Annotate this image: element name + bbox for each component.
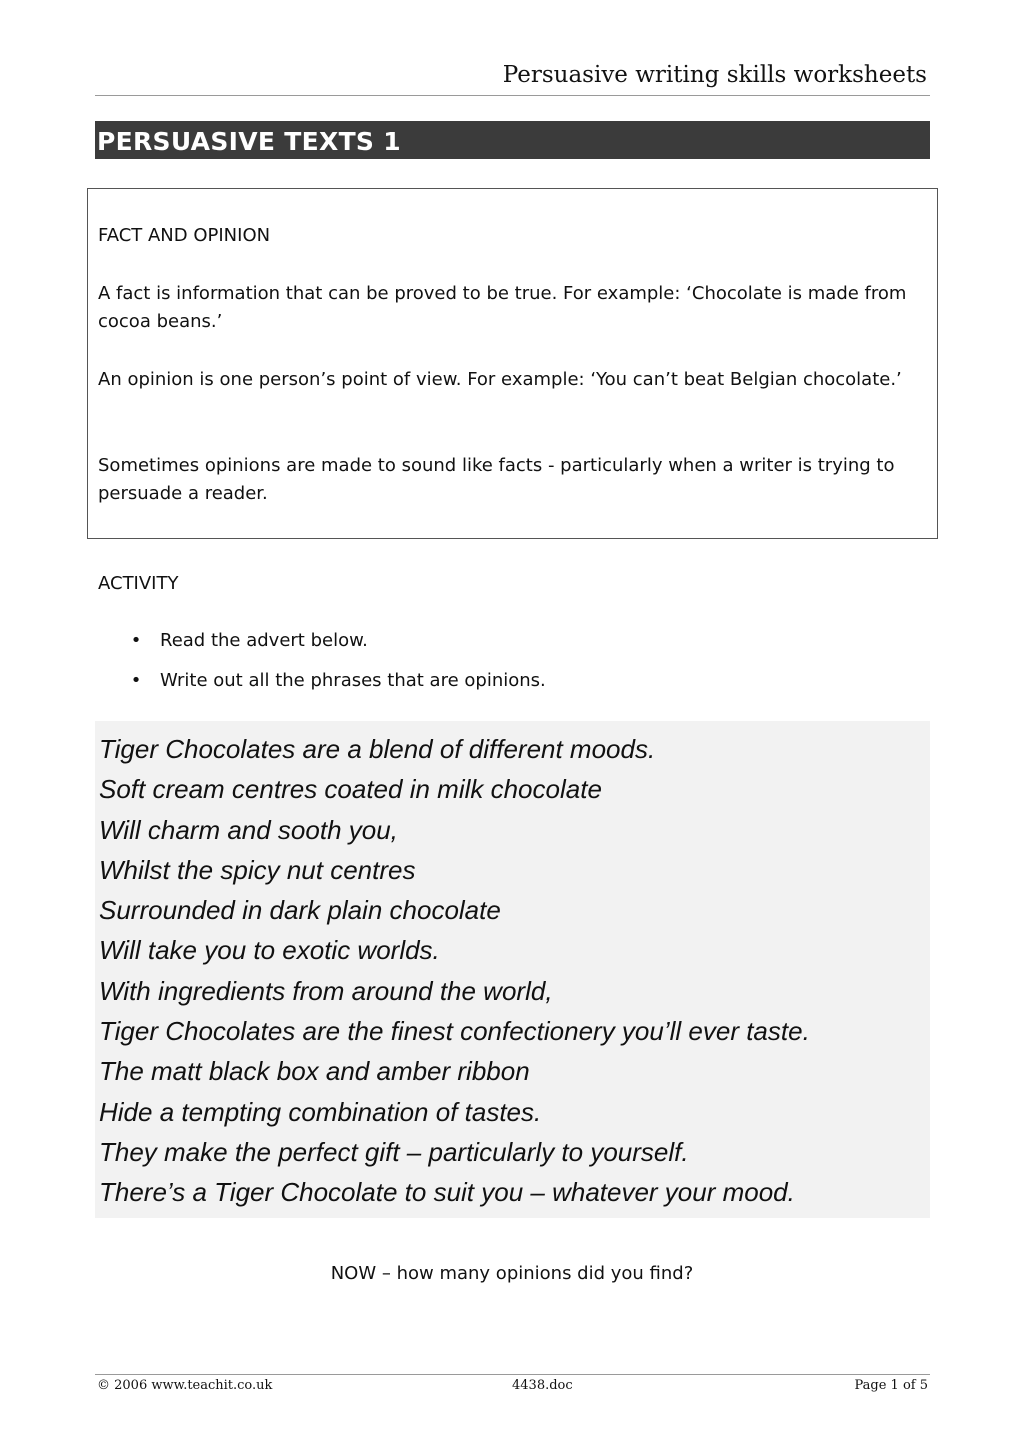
opinion-definition: An opinion is one person’s point of view. For example: ‘You can’t beat Belgian chocolate.’ [98,369,902,390]
advert-line: Whilst the spicy nut centres [99,854,416,885]
bullet-icon: • [130,670,142,691]
footer-copyright: © 2006 www.teachit.co.uk [97,1378,273,1393]
advert-text [99,729,810,1213]
header-divider [95,95,930,96]
fact-opinion-heading: FACT AND OPINION [98,225,271,246]
activity-instructions [130,627,546,707]
instruction-text: Read the advert below. [160,630,368,651]
fact-definition: A fact is information that can be proved to be true. For example: ‘Chocolate is made from cocoa beans.’ [98,283,907,332]
list-item [130,627,546,667]
advert-line: Will take you to exotic worlds. [99,935,440,966]
advert-line: With ingredients from around the world, [99,975,553,1006]
advert-line: Tiger Chocolates are the finest confectionery you’ll ever taste. [99,1016,810,1047]
advert-line: There’s a Tiger Chocolate to suit you – whatever your mood. [99,1177,795,1208]
instruction-text: Write out all the phrases that are opinions. [160,670,546,691]
advert-line: Hide a tempting combination of tastes. [99,1096,542,1127]
advert-line: The matt black box and amber ribbon [99,1056,530,1087]
page-title: PERSUASIVE TEXTS 1 [95,121,930,159]
activity-heading: ACTIVITY [98,573,179,594]
advert-line: Will charm and sooth you, [99,814,398,845]
worksheet-series-title: Persuasive writing skills worksheets [502,62,927,88]
advert-line: They make the perfect gift – particularly to yourself. [99,1136,689,1167]
bullet-icon: • [130,630,142,651]
footer-filename: 4438.doc [512,1378,573,1393]
opinion-count-prompt: NOW – how many opinions did you find? [330,1263,694,1284]
advert-line: Surrounded in dark plain chocolate [99,895,501,926]
footer-divider [95,1374,930,1375]
advert-line: Soft cream centres coated in milk chocolate [99,774,602,805]
footer-page-number: Page 1 of 5 [854,1378,928,1393]
list-item [130,667,546,707]
persuasion-note: Sometimes opinions are made to sound like facts - particularly when a writer is trying to persuade a reader. [98,455,895,504]
advert-line: Tiger Chocolates are a blend of different moods. [99,734,656,764]
